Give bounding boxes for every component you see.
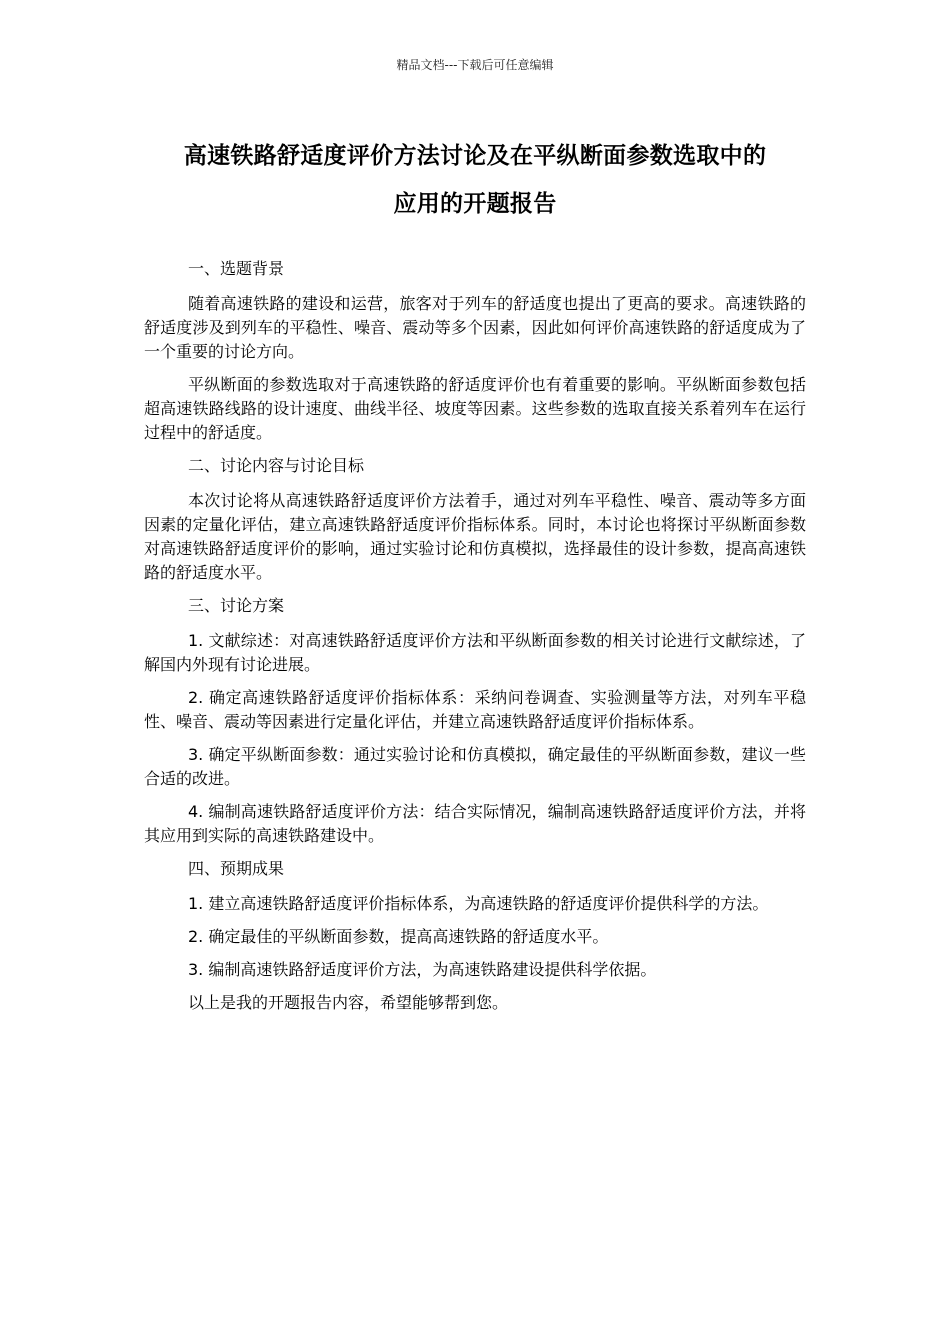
paragraph: 随着高速铁路的建设和运营，旅客对于列车的舒适度也提出了更高的要求。高速铁路的舒适度涉及到列车的平稳性、噪音、震动等多个因素，因此如何评价高速铁路的舒适度成为了一个重要的讨论方向。 bbox=[144, 294, 806, 361]
closing-paragraph: 以上是我的开题报告内容，希望能够帮到您。 bbox=[188, 993, 509, 1012]
list-item: 2. 确定高速铁路舒适度评价指标体系：采纳问卷调查、实验测量等方法，对列车平稳性、噪音、震动等因素进行定量化评估，并建立高速铁路舒适度评价指标体系。 bbox=[144, 688, 806, 731]
list-item: 4. 编制高速铁路舒适度评价方法：结合实际情况，编制高速铁路舒适度评价方法，并将其应用到实际的高速铁路建设中。 bbox=[144, 802, 806, 845]
list-item: 3. 确定平纵断面参数：通过实验讨论和仿真模拟，确定最佳的平纵断面参数，建议一些合适的改进。 bbox=[144, 745, 806, 788]
document-body bbox=[144, 257, 806, 1024]
list-item: 2. 确定最佳的平纵断面参数，提高高速铁路的舒适度水平。 bbox=[188, 927, 609, 946]
title-line-1: 高速铁路舒适度评价方法讨论及在平纵断面参数选取中的 bbox=[183, 143, 767, 169]
section-heading-expected-results: 四、预期成果 bbox=[188, 859, 285, 878]
section-heading-content-goals: 二、讨论内容与讨论目标 bbox=[188, 456, 365, 475]
title-line-2: 应用的开题报告 bbox=[393, 191, 557, 217]
section-heading-plan: 三、讨论方案 bbox=[188, 596, 285, 615]
paragraph: 平纵断面的参数选取对于高速铁路的舒适度评价也有着重要的影响。平纵断面参数包括超高速铁路线路的设计速度、曲线半径、坡度等因素。这些参数的选取直接关系着列车在运行过程中的舒适度。 bbox=[144, 375, 806, 442]
list-item: 3. 编制高速铁路舒适度评价方法，为高速铁路建设提供科学依据。 bbox=[188, 960, 657, 979]
document-title bbox=[130, 132, 820, 228]
list-item: 1. 建立高速铁路舒适度评价指标体系，为高速铁路的舒适度评价提供科学的方法。 bbox=[188, 894, 769, 913]
paragraph: 本次讨论将从高速铁路舒适度评价方法着手，通过对列车平稳性、噪音、震动等多方面因素的定量化评估，建立高速铁路舒适度评价指标体系。同时，本讨论也将探讨平纵断面参数对高速铁路舒适度评价的影响，通过实验讨论和仿真模拟，选择最佳的设计参数，提高高速铁路的舒适度水平。 bbox=[144, 491, 806, 582]
section-heading-background: 一、选题背景 bbox=[188, 259, 285, 278]
list-item: 1. 文献综述：对高速铁路舒适度评价方法和平纵断面参数的相关讨论进行文献综述，了解国内外现有讨论进展。 bbox=[144, 631, 806, 674]
header-note: 精品文档---下载后可任意编辑 bbox=[396, 58, 554, 72]
